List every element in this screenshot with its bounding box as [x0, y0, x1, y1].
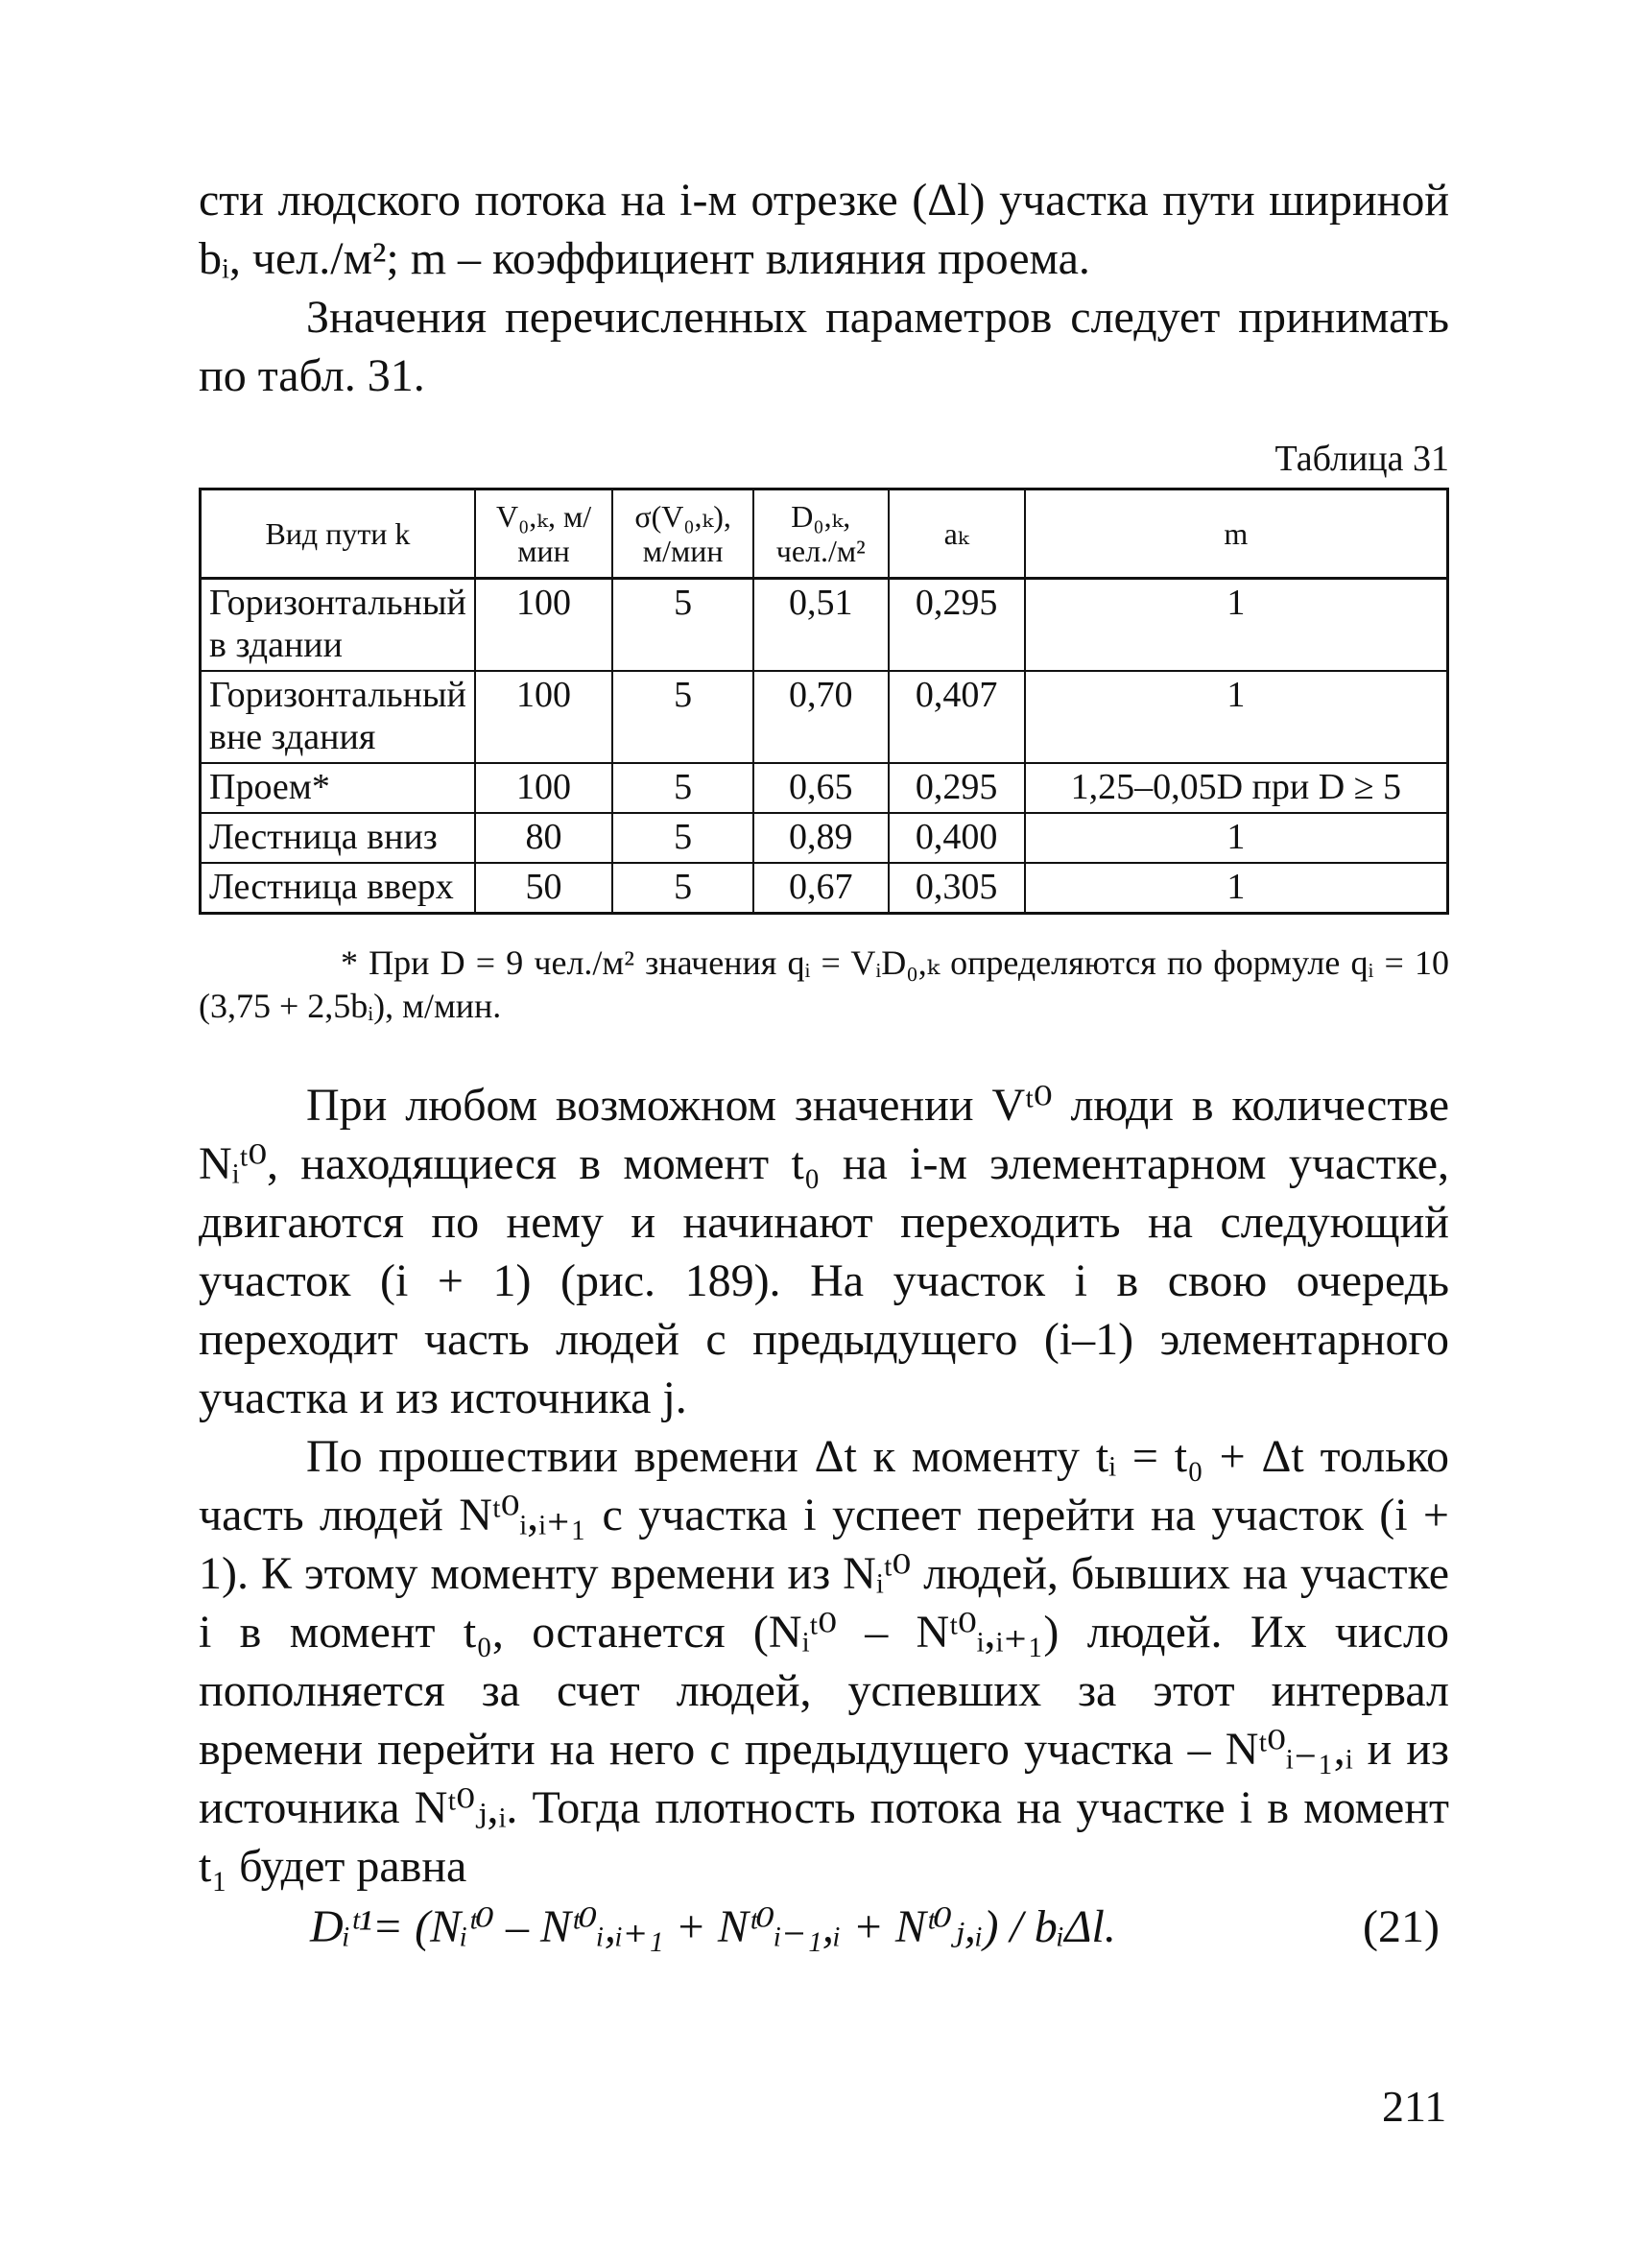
table-cell: 0,305 [889, 863, 1025, 914]
column-header: aₖ [889, 489, 1025, 579]
table-cell: 0,51 [753, 579, 888, 672]
formula-expression: Dᵢᵗ¹= (Nᵢᵗ⁰ – Nᵗ⁰ᵢ,ᵢ₊₁ + Nᵗ⁰ᵢ₋₁,ᵢ + Nᵗ⁰ⱼ,ᵢ) / bᵢΔl. [310, 1901, 1116, 1952]
table-cell: 0,67 [753, 863, 888, 914]
table-cell: Проем* [201, 763, 475, 813]
table-row [201, 813, 1448, 863]
table-row [201, 671, 1448, 763]
table-row [201, 579, 1448, 672]
column-header: Вид пути k [201, 489, 475, 579]
paragraph-1: сти людского потока на i-м отрезке (Δl) участка пути шириной bᵢ, чел./м²; m – коэффициент влияния проема. [199, 175, 1449, 284]
formula-21 [199, 1898, 1449, 1965]
formula-number: (21) [1363, 1901, 1440, 1952]
table-caption: Таблица 31 [1274, 439, 1449, 479]
column-header: D₀,ₖ, чел./м² [753, 489, 888, 579]
paragraph-2: Значения перечисленных параметров следует принимать по табл. 31. [199, 292, 1449, 401]
parameters-table [199, 488, 1449, 915]
table-cell: Горизонтальный в здании [201, 579, 475, 672]
table-cell: 1 [1025, 579, 1448, 672]
table-cell: 5 [612, 863, 753, 914]
table-row [201, 863, 1448, 914]
table-cell: Лестница вверх [201, 863, 475, 914]
table-row [201, 763, 1448, 813]
paragraph-3: При любом возможном значении Vᵗ⁰ люди в количестве Nᵢᵗ⁰, находящиеся в момент t₀ на i-м элементарном участке, двигаются по нему и начинают переходить на следующий участок (i + 1) (рис. 189). На участок i в свою очередь переходит часть людей с предыдущего (i–1) элементарного участка и из источника j. [199, 1080, 1449, 1423]
table-cell: 5 [612, 671, 753, 763]
table-cell: 5 [612, 579, 753, 672]
column-header: V₀,ₖ, м/мин [475, 489, 612, 579]
page-number: 211 [1382, 2082, 1447, 2131]
table-cell: 50 [475, 863, 612, 914]
table-cell: 80 [475, 813, 612, 863]
table-cell: 5 [612, 763, 753, 813]
table-cell: 0,70 [753, 671, 888, 763]
table-cell: 0,400 [889, 813, 1025, 863]
table-cell: 1,25–0,05D при D ≥ 5 [1025, 763, 1448, 813]
table-header-row [201, 489, 1448, 579]
paragraph-4: По прошествии времени Δt к моменту tᵢ = t₀ + Δt только часть людей Nᵗ⁰ᵢ,ᵢ₊₁ с участка i успеет перейти на участок (i + 1). К этому моменту времени из Nᵢᵗ⁰ людей, бывших на участке i в момент t₀, останется (Nᵢᵗ⁰ – Nᵗ⁰ᵢ,ᵢ₊₁) людей. Их число пополняется за счет людей, успевших за этот интервал времени перейти на него с предыдущего участка – Nᵗ⁰ᵢ₋₁,ᵢ и из источника Nᵗ⁰ⱼ,ᵢ. Тогда плотность потока на участке i в момент t₁ будет равна [199, 1431, 1449, 1892]
table-cell: Лестница вниз [201, 813, 475, 863]
table-cell: Горизонтальный вне здания [201, 671, 475, 763]
table-cell: 0,65 [753, 763, 888, 813]
table-cell: 1 [1025, 671, 1448, 763]
table-cell: 1 [1025, 813, 1448, 863]
table-cell: 100 [475, 671, 612, 763]
table-cell: 100 [475, 763, 612, 813]
column-header: m [1025, 489, 1448, 579]
table-cell: 0,89 [753, 813, 888, 863]
table-cell: 1 [1025, 863, 1448, 914]
table-cell: 0,295 [889, 579, 1025, 672]
table-cell: 5 [612, 813, 753, 863]
table-footnote: * При D = 9 чел./м² значения qᵢ = VᵢD₀,ₖ определяются по формуле qᵢ = 10 (3,75 + 2,5bᵢ), м/мин. [199, 943, 1449, 1025]
table-cell: 0,407 [889, 671, 1025, 763]
page-content [199, 171, 1449, 1965]
table-cell: 0,295 [889, 763, 1025, 813]
table-cell: 100 [475, 579, 612, 672]
column-header: σ(V₀,ₖ), м/мин [612, 489, 753, 579]
